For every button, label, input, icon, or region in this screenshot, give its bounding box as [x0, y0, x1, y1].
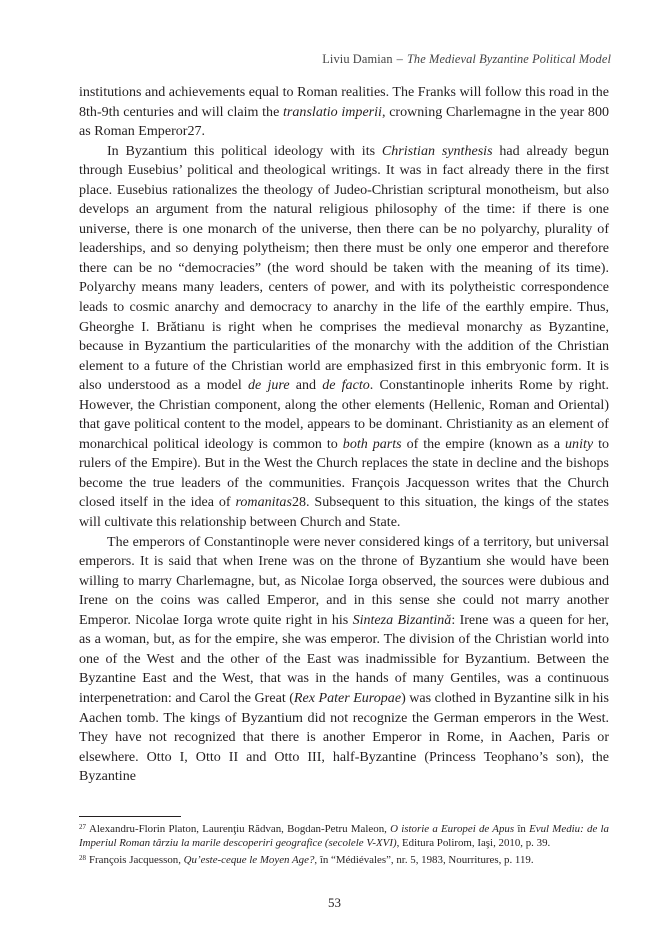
- footnote-text: [89, 854, 534, 866]
- italic-run: de jure: [248, 377, 290, 394]
- text-run: , în “Médiévales”, nr. 5, 1983, Nourritures, p. 119.: [314, 853, 534, 866]
- text-run: , Editura Polirom, Iaşi, 2010, p. 39.: [396, 837, 551, 850]
- body-text: [79, 83, 609, 787]
- italic-run: translatio imperii: [283, 103, 382, 120]
- footnote-text: [79, 823, 609, 849]
- running-head-dash: –: [396, 52, 403, 66]
- footnote-number: 27: [79, 823, 86, 831]
- italic-run: O istorie a Europei de Apus: [390, 823, 515, 835]
- text-run: The emperors of Constantinople were never considered kings of a territory, but universal emperors. It is said that when Irene was on the throne of Byzantium she would have been willing to marry Charlemagne, but, as Nicolae Iorga observed, the sources were dubious and Irene on the coins was called Emperor, and in this sense she could not marry another Emperor. Nicolae Iorga wrote quite right in his: [79, 533, 609, 628]
- text-run: of the empire (known as a: [401, 435, 566, 452]
- text-run: François Jacquesson,: [89, 853, 184, 866]
- footnote-number: 28: [79, 853, 86, 862]
- italic-run: Rex Pater Europae: [293, 689, 402, 706]
- italic-run: romanitas: [235, 494, 292, 511]
- text-run: : Irene was a queen for her, as a woman, but, as for the empire, she was emperor. The division of the Christian world into one of the West and the other of the East was inadmissible for Byzantium. Between the Byzantine East and the West, that was in the hands of many Gentiles, was a continuous interpenetration: and Carol the Great (: [79, 611, 609, 706]
- italic-run: Evul Mediu: de la Imperiul Roman târziu la marile descoperiri geografice (secolele V-XVI): [79, 823, 609, 850]
- running-head-author: Liviu Damian: [322, 52, 393, 66]
- running-head: [322, 52, 611, 67]
- text-run: în: [514, 823, 530, 835]
- text-run: , crowning Charlemagne in the year 800 as Roman Emperor27.: [79, 103, 609, 140]
- running-head-title: The Medieval Byzantine Political Model: [406, 52, 611, 66]
- text-run: 28. Subsequent to this situation, the kings of the states will cultivate this relationship between Church and State.: [79, 494, 610, 531]
- text-run: Alexandru-Florin Platon, Laurenţiu Rădvan, Bogdan-Petru Maleon,: [89, 823, 391, 835]
- paragraph: [79, 142, 609, 533]
- italic-run: Sinteza Bizantină: [352, 611, 452, 628]
- text-run: institutions and achievements equal to Roman realities. The Franks will follow this road in the 8th-9th centuries and will claim the: [79, 84, 609, 120]
- italic-run: de facto: [322, 377, 370, 394]
- text-run: had already begun through Eusebius’ political and theological writings. It was in fact already there in the first place. Eusebius rationalizes the theology of Judeo-Christian scriptural monotheism, but also develops an argument from the natural religious philosophy of the time: if there is one universe, there is one monarch of the universe, then there can be no polyarchy, plurality of leaderships, and so denying polytheism; then there must be only one emperor and therefore there can be no “democracies” (the word should be taken with the meaning of its time). Polyarchy means many leaders, centers of power, and with its polytheistic correspondence leads to cosmic anarchy and democracy to anarchy in the life of the earthly empire. Thus, Gheorghe I. Brătianu is right when he comprises the medieval monarchy as Byzantine, because in Byzantium the particularities of the monarchy with the addition of the Christian element to a future of the Christian world are emphasized first in this embryonic form. It is also understood as a model: [79, 142, 609, 394]
- footnote-27: [79, 820, 609, 851]
- italic-run: Qu’este-ceque le Moyen Age?: [183, 853, 315, 866]
- text-run: and: [289, 377, 323, 394]
- text-run: In Byzantium this political ideology with its: [107, 142, 382, 159]
- text-run: ) was clothed in Byzantine silk in his Aachen tomb. The kings of Byzantium did not recognize the German emperors in the West. They have not recognized that there is another Emperor in Rome, in Aachen, Paris or elsewhere. Otto I, Otto II and Otto III, half-Byzantine (Princess Teophano’s son), the Byzantine: [79, 689, 610, 785]
- italic-run: unity: [565, 435, 594, 452]
- footnote-28: [79, 851, 609, 867]
- footnotes: [79, 820, 609, 867]
- italic-run: both parts: [342, 435, 402, 452]
- paragraph: [79, 83, 609, 142]
- footnote-rule: [79, 816, 181, 817]
- italic-run: Christian synthesis: [381, 142, 493, 159]
- page-number: 53: [328, 895, 341, 910]
- text-run: . Constantinople inherits Rome by right. However, the Christian component, along the other elements (Hellenic, Roman and Oriental) that gave political content to the model, appears to be dominant. Christianity as an element of monarchical political ideology is common to: [79, 377, 610, 452]
- paragraph: [79, 533, 609, 787]
- text-run: to rulers of the Empire). But in the West the Church replaces the state in decline and the bishops become the true leaders of the communities. François Jacquesson writes that the Church closed itself in the idea of: [79, 435, 609, 511]
